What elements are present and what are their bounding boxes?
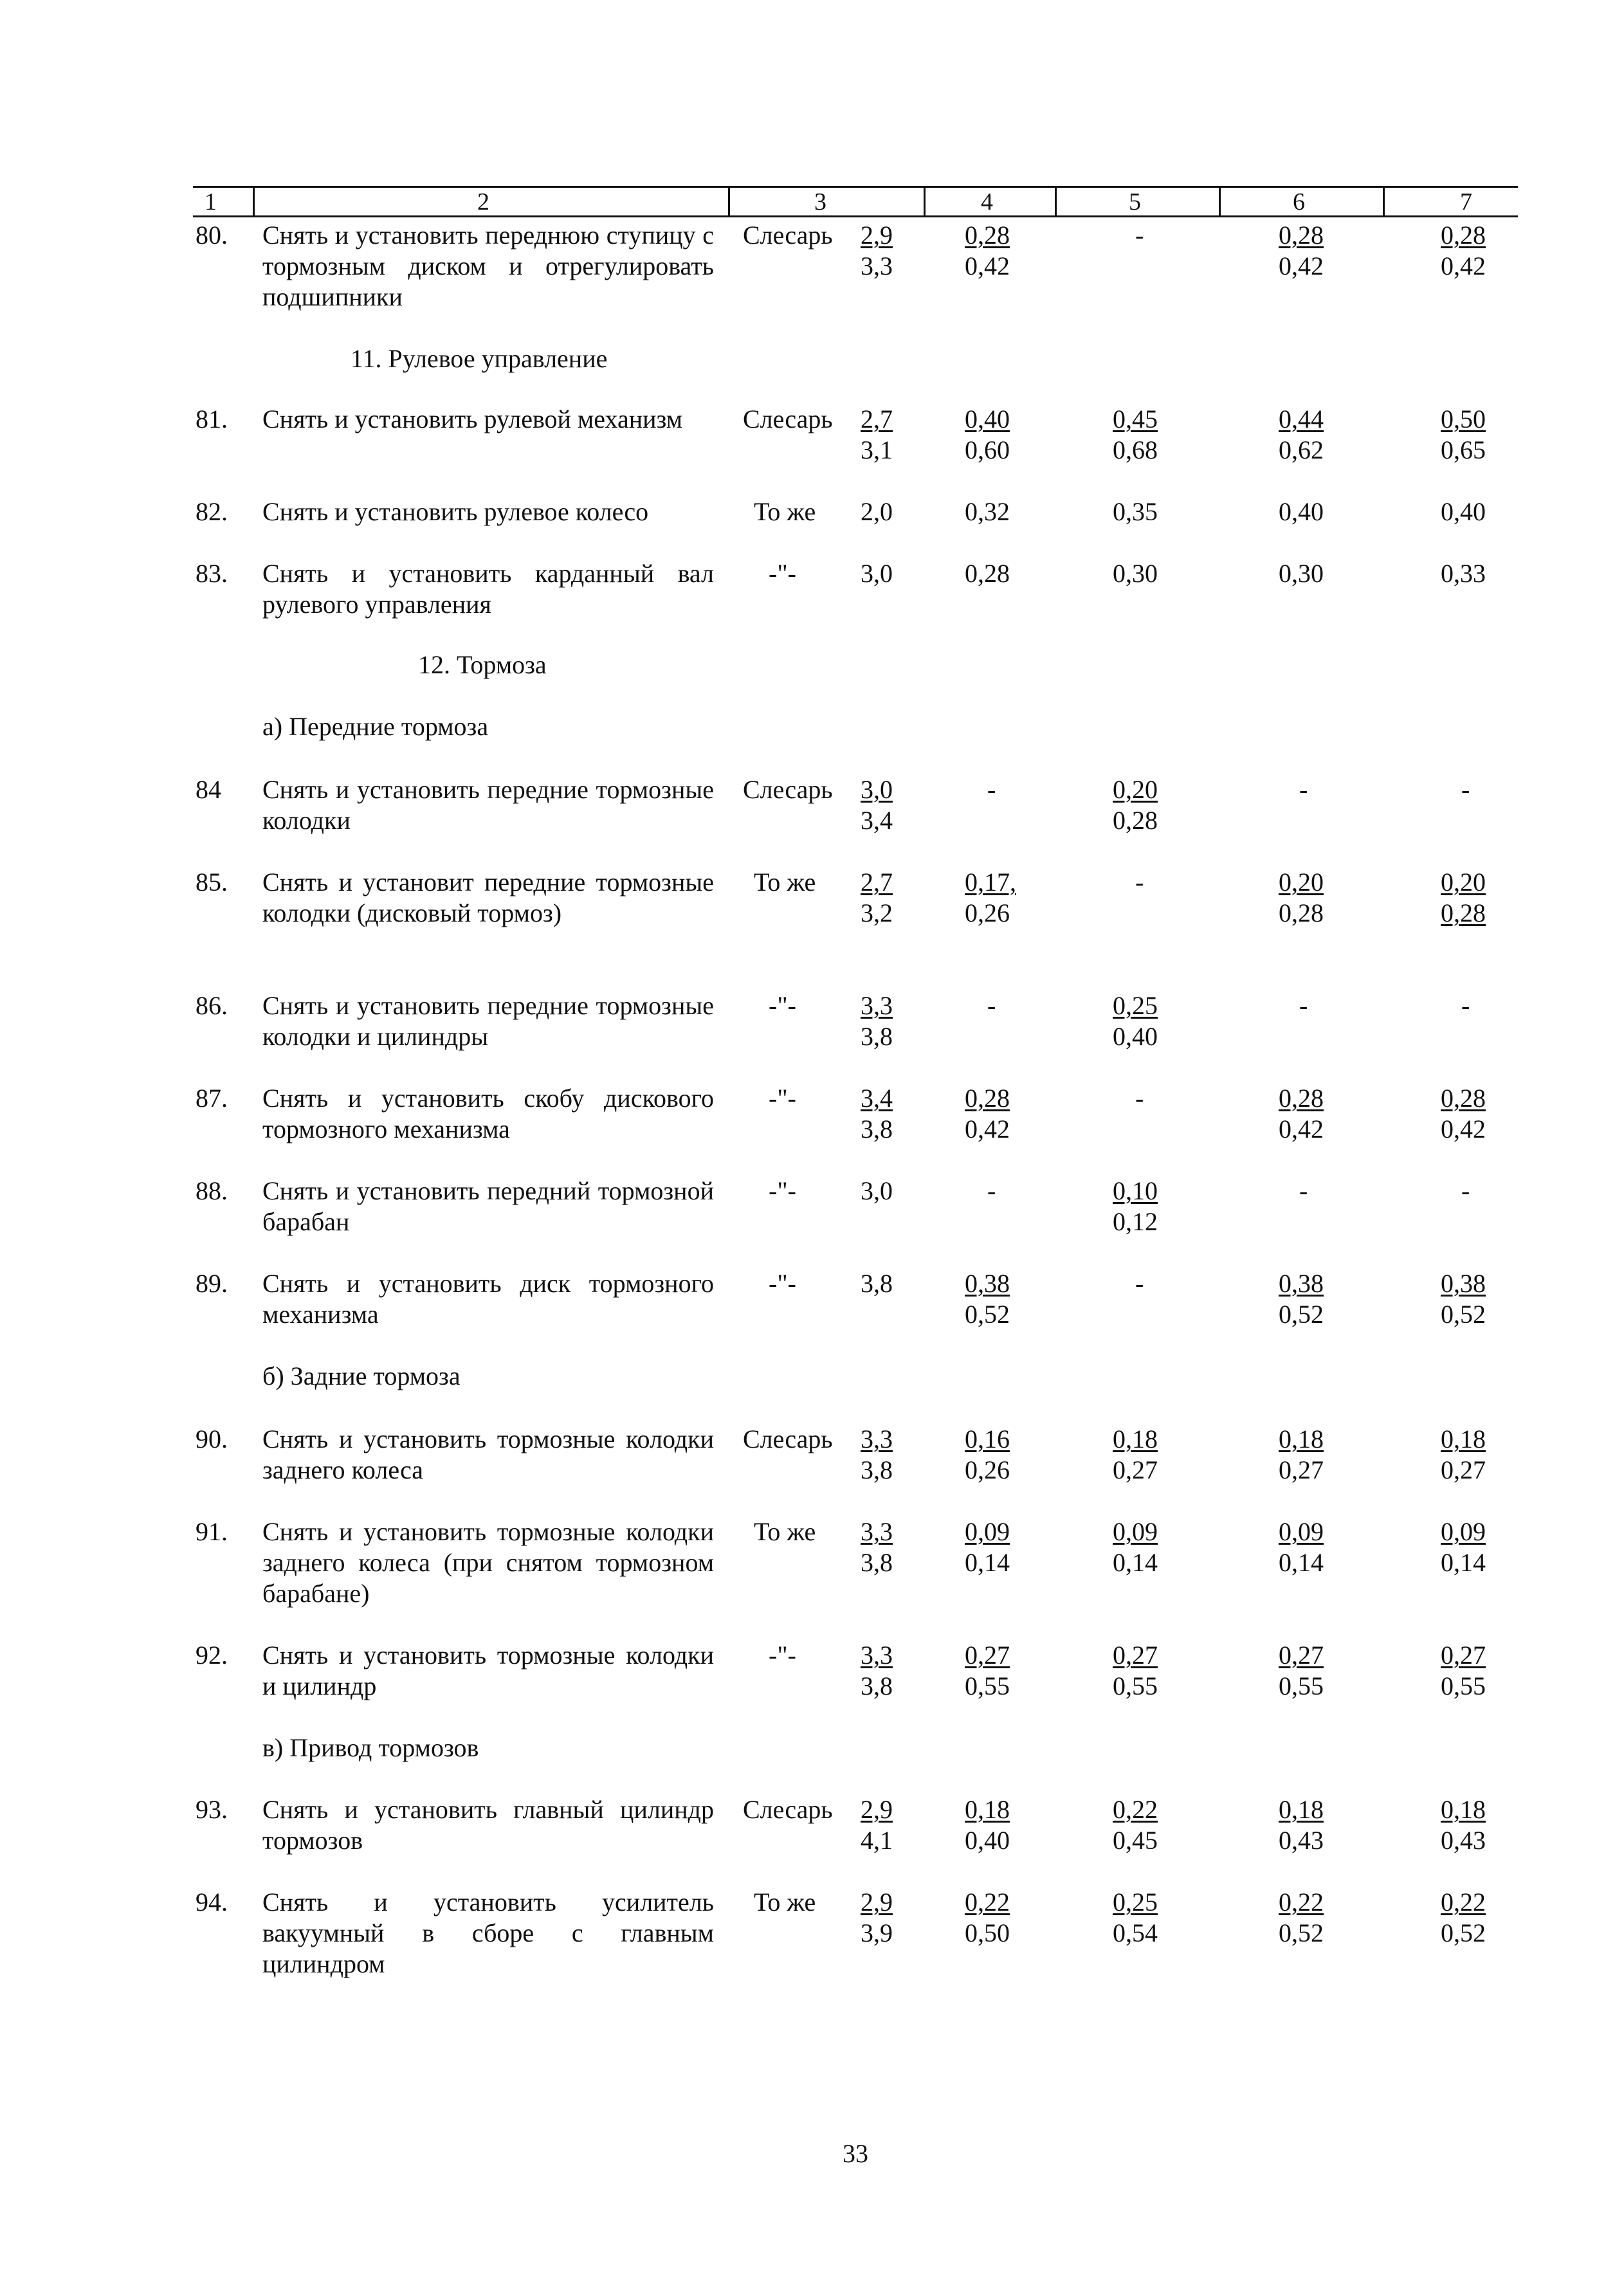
row-c7-top: 0,28 — [1441, 1084, 1486, 1113]
header-col-7: 7 — [1460, 188, 1472, 215]
row-c6-top: 0,44 — [1279, 405, 1324, 433]
row-c6-top: 0,18 — [1279, 1425, 1324, 1453]
row-c7-bottom: 0,43 — [1441, 1826, 1486, 1855]
section-title: 12. Тормоза — [418, 650, 547, 679]
row-c4-top: 0,27 — [965, 1641, 1010, 1670]
row-c3-bottom: 3,9 — [861, 1918, 893, 1947]
row-c7-top: 0,22 — [1441, 1888, 1486, 1916]
row-c3-bottom: 3,8 — [861, 1022, 893, 1051]
row-c5: 0,30 — [1113, 559, 1158, 588]
row-description: Снять и установить усилитель вакуумный в сборе с главным цилиндром — [262, 1888, 714, 1978]
row-description: Снять и установить рулевое колесо — [262, 497, 649, 526]
row-number: 90. — [196, 1425, 228, 1453]
header-divider — [728, 186, 730, 217]
header-col-2: 2 — [477, 188, 489, 215]
row-c4-top: 0,16 — [965, 1425, 1010, 1453]
header-top-rule — [193, 186, 1518, 188]
row-description: Снять и установить передние тормозные колодки — [262, 775, 714, 835]
row-c3-top: 2,9 — [861, 1888, 893, 1916]
row-number: 89. — [196, 1269, 228, 1298]
row-c7-bottom: 0,52 — [1441, 1300, 1486, 1329]
row-c6-bottom: 0,42 — [1279, 251, 1324, 280]
row-description: Снять и установить диск тормозного механизма — [262, 1269, 714, 1329]
row-description: Снять и установит передние тормозные колодки (дисковый тормоз) — [262, 868, 714, 927]
row-c3-bottom: 3,8 — [861, 1548, 893, 1577]
row-description: Снять и установить главный цилиндр тормозов — [262, 1795, 714, 1855]
row-worker: То же — [754, 497, 816, 526]
row-c4-bottom: 0,26 — [965, 898, 1010, 927]
row-c4-top: 0,28 — [965, 1084, 1010, 1113]
row-worker: Слесарь — [743, 221, 833, 250]
row-c5-top: 0,10 — [1113, 1176, 1158, 1205]
row-c3-top: 2,7 — [861, 405, 893, 433]
row-c7-top: 0,20 — [1441, 868, 1486, 897]
row-c7-top: 0,09 — [1441, 1517, 1486, 1546]
row-worker: -"- — [769, 1641, 796, 1670]
row-c5-bottom: 0,54 — [1113, 1918, 1158, 1947]
row-c3-top: 3,3 — [861, 1517, 893, 1546]
row-description: Снять и установить переднюю ступицу с тормозным диском и отрегулировать подшипники — [262, 221, 714, 311]
row-c6-bottom: 0,27 — [1279, 1455, 1324, 1484]
row-c5-bottom: 0,14 — [1113, 1548, 1158, 1577]
row-c4: 0,32 — [965, 497, 1010, 526]
row-worker: То же — [754, 868, 816, 897]
row-c3: 3,0 — [861, 559, 893, 588]
row-c5-bottom: 0,45 — [1113, 1826, 1158, 1855]
row-c5-top: 0,27 — [1113, 1641, 1158, 1670]
row-c3-top: 3,4 — [861, 1084, 893, 1113]
header-divider — [924, 186, 926, 217]
row-c5: - — [1135, 221, 1144, 250]
row-worker: -"- — [769, 1176, 796, 1205]
row-c3: 3,8 — [861, 1269, 893, 1298]
row-c5-bottom: 0,68 — [1113, 435, 1158, 464]
row-c4-bottom: 0,42 — [965, 1115, 1010, 1143]
row-c6-bottom: 0,52 — [1279, 1300, 1324, 1329]
row-c6-bottom: 0,14 — [1279, 1548, 1324, 1577]
row-c6: - — [1299, 775, 1308, 804]
header-col-6: 6 — [1293, 188, 1305, 215]
row-c5-top: 0,09 — [1113, 1517, 1158, 1546]
row-c4-bottom: 0,42 — [965, 251, 1010, 280]
row-c5-top: 0,20 — [1113, 775, 1158, 804]
row-number: 87. — [196, 1084, 228, 1113]
row-c3-bottom: 3,3 — [861, 251, 893, 280]
row-c4-bottom: 0,50 — [965, 1918, 1010, 1947]
row-c5: - — [1135, 1084, 1144, 1113]
row-c4-top: 0,18 — [965, 1795, 1010, 1824]
row-c7-top: 0,18 — [1441, 1795, 1486, 1824]
row-number: 88. — [196, 1176, 228, 1205]
row-c5-bottom: 0,27 — [1113, 1455, 1158, 1484]
row-c7-bottom: 0,52 — [1441, 1918, 1486, 1947]
header-col-3: 3 — [814, 188, 826, 215]
row-c3-bottom: 3,8 — [861, 1115, 893, 1143]
row-c3-bottom: 3,8 — [861, 1671, 893, 1700]
row-worker: То же — [754, 1517, 816, 1546]
row-c4-bottom: 0,26 — [965, 1455, 1010, 1484]
row-c6-top: 0,09 — [1279, 1517, 1324, 1546]
row-worker: То же — [754, 1888, 816, 1916]
row-c7: 0,40 — [1441, 497, 1486, 526]
header-divider — [1383, 186, 1385, 217]
row-worker: Слесарь — [743, 1795, 833, 1824]
row-c4-top: 0,22 — [965, 1888, 1010, 1916]
row-description: Снять и установить передние тормозные колодки и цилиндры — [262, 991, 714, 1051]
row-c3-top: 2,9 — [861, 1795, 893, 1824]
row-worker: -"- — [769, 559, 796, 588]
row-c7-bottom: 0,65 — [1441, 435, 1486, 464]
row-description: Снять и установить тормозные колодки заднего колеса — [262, 1425, 714, 1484]
row-c5: 0,35 — [1113, 497, 1158, 526]
row-c7: - — [1461, 991, 1470, 1020]
row-c7: - — [1461, 1176, 1470, 1205]
row-c4-bottom: 0,40 — [965, 1826, 1010, 1855]
row-description: Снять и установить передний тормозной барабан — [262, 1176, 714, 1236]
row-c5: - — [1135, 1269, 1144, 1298]
row-c3-bottom: 3,1 — [861, 435, 893, 464]
row-c5-bottom: 0,28 — [1113, 806, 1158, 835]
row-c7-top: 0,38 — [1441, 1269, 1486, 1298]
header-divider — [1055, 186, 1057, 217]
row-c5-top: 0,25 — [1113, 1888, 1158, 1916]
row-c6-top: 0,28 — [1279, 1084, 1324, 1113]
row-c3-bottom: 3,4 — [861, 806, 893, 835]
row-worker: -"- — [769, 991, 796, 1020]
row-worker: -"- — [769, 1269, 796, 1298]
row-c6: 0,40 — [1279, 497, 1324, 526]
header-bottom-rule — [193, 215, 1518, 217]
row-c5-bottom: 0,40 — [1113, 1022, 1158, 1051]
row-c4-top: 0,28 — [965, 221, 1010, 250]
row-c6-top: 0,20 — [1279, 868, 1324, 897]
row-c3: 2,0 — [861, 497, 893, 526]
row-c7-bottom: 0,14 — [1441, 1548, 1486, 1577]
row-c5-bottom: 0,55 — [1113, 1671, 1158, 1700]
row-c7-bottom: 0,28 — [1441, 898, 1486, 927]
row-c4: - — [987, 775, 996, 804]
row-number: 82. — [196, 497, 228, 526]
subsection-title: б) Задние тормоза — [262, 1361, 461, 1390]
row-description: Снять и установить карданный вал рулевого управления — [262, 559, 714, 619]
row-c5-top: 0,22 — [1113, 1795, 1158, 1824]
row-c6: - — [1299, 991, 1308, 1020]
row-c3-top: 3,3 — [861, 1425, 893, 1453]
row-c6: 0,30 — [1279, 559, 1324, 588]
row-c3-top: 3,3 — [861, 1641, 893, 1670]
row-c5-bottom: 0,12 — [1113, 1207, 1158, 1236]
row-number: 85. — [196, 868, 228, 897]
header-col-1: 1 — [205, 188, 217, 215]
row-c4-top: 0,17, — [965, 868, 1016, 897]
row-c4: - — [987, 991, 996, 1020]
header-col-5: 5 — [1129, 188, 1141, 215]
row-c6-top: 0,18 — [1279, 1795, 1324, 1824]
row-c7-bottom: 0,42 — [1441, 251, 1486, 280]
row-c4: - — [987, 1176, 996, 1205]
row-worker: -"- — [769, 1084, 796, 1113]
row-c3-bottom: 4,1 — [861, 1826, 893, 1855]
header-divider — [253, 186, 255, 217]
row-c4-top: 0,09 — [965, 1517, 1010, 1546]
row-c7-bottom: 0,42 — [1441, 1115, 1486, 1143]
row-description: Снять и установить тормозные колодки и цилиндр — [262, 1641, 714, 1700]
row-worker: Слесарь — [743, 1425, 833, 1453]
row-c4: 0,28 — [965, 559, 1010, 588]
row-number: 84 — [196, 775, 221, 804]
row-c3-top: 3,0 — [861, 775, 893, 804]
row-c4-bottom: 0,55 — [965, 1671, 1010, 1700]
row-c7-bottom: 0,55 — [1441, 1671, 1486, 1700]
section-title: 11. Рулевое управление — [351, 344, 608, 373]
row-c7-top: 0,27 — [1441, 1641, 1486, 1670]
header-divider — [1219, 186, 1221, 217]
row-number: 92. — [196, 1641, 228, 1670]
row-c6-bottom: 0,62 — [1279, 435, 1324, 464]
row-number: 94. — [196, 1888, 228, 1916]
row-c3: 3,0 — [861, 1176, 893, 1205]
row-description: Снять и установить рулевой механизм — [262, 405, 683, 433]
row-c6-bottom: 0,42 — [1279, 1115, 1324, 1143]
row-c3-top: 2,9 — [861, 221, 893, 250]
row-c7-top: 0,28 — [1441, 221, 1486, 250]
row-c4-bottom: 0,14 — [965, 1548, 1010, 1577]
row-number: 93. — [196, 1795, 228, 1824]
page-number: 33 — [843, 2139, 868, 2168]
row-c6-bottom: 0,28 — [1279, 898, 1324, 927]
subsection-title: в) Привод тормозов — [262, 1733, 479, 1762]
row-c6-top: 0,28 — [1279, 221, 1324, 250]
row-c4-bottom: 0,52 — [965, 1300, 1010, 1329]
row-c7-top: 0,50 — [1441, 405, 1486, 433]
row-worker: Слесарь — [743, 775, 833, 804]
row-c4-bottom: 0,60 — [965, 435, 1010, 464]
row-c6-bottom: 0,55 — [1279, 1671, 1324, 1700]
subsection-title: а) Передние тормоза — [262, 712, 489, 741]
row-c7-bottom: 0,27 — [1441, 1455, 1486, 1484]
row-c5-top: 0,18 — [1113, 1425, 1158, 1453]
row-c6: - — [1299, 1176, 1308, 1205]
row-number: 80. — [196, 221, 228, 250]
row-c5: - — [1135, 868, 1144, 897]
row-c7: 0,33 — [1441, 559, 1486, 588]
row-c4-top: 0,40 — [965, 405, 1010, 433]
row-c6-top: 0,22 — [1279, 1888, 1324, 1916]
row-c6-top: 0,27 — [1279, 1641, 1324, 1670]
row-c3-top: 2,7 — [861, 868, 893, 897]
header-col-4: 4 — [981, 188, 993, 215]
row-c5-top: 0,45 — [1113, 405, 1158, 433]
row-c3-bottom: 3,8 — [861, 1455, 893, 1484]
row-c3-bottom: 3,2 — [861, 898, 893, 927]
row-description: Снять и установить тормозные колодки заднего колеса (при снятом тормозном барабане) — [262, 1517, 714, 1608]
row-c7-top: 0,18 — [1441, 1425, 1486, 1453]
row-c5-top: 0,25 — [1113, 991, 1158, 1020]
row-c4-top: 0,38 — [965, 1269, 1010, 1298]
row-c7: - — [1461, 775, 1470, 804]
row-number: 91. — [196, 1517, 228, 1546]
row-c6-bottom: 0,52 — [1279, 1918, 1324, 1947]
row-c6-top: 0,38 — [1279, 1269, 1324, 1298]
row-c3-top: 3,3 — [861, 991, 893, 1020]
row-number: 83. — [196, 559, 228, 588]
row-description: Снять и установить скобу дискового тормозного механизма — [262, 1084, 714, 1143]
row-number: 81. — [196, 405, 228, 433]
row-c6-bottom: 0,43 — [1279, 1826, 1324, 1855]
row-worker: Слесарь — [743, 405, 833, 433]
row-number: 86. — [196, 991, 228, 1020]
